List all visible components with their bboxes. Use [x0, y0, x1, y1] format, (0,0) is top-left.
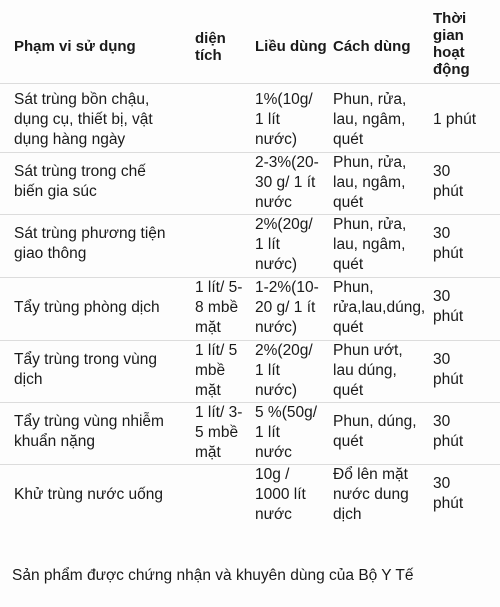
cell-dose: 5 %(50g/ 1 lít nước — [255, 404, 318, 461]
header-area: diện tích — [195, 30, 226, 64]
cell-time: 30 phút — [433, 225, 464, 262]
cell-scope: Tẩy trùng vùng nhiễm khuẩn nặng — [14, 413, 164, 450]
cell-method: Phun, rửa, lau, ngâm, quét — [333, 216, 407, 273]
header-scope: Phạm vi sử dụng — [14, 38, 136, 55]
cell-time: 30 phút — [433, 288, 464, 325]
cell-time: 30 phút — [433, 475, 464, 512]
cell-scope: Sát trùng bồn chậu, dụng cụ, thiết bị, vật dụng hàng ngày — [14, 91, 153, 148]
cell-method: Phun, rửa, lau, ngâm, quét — [333, 91, 407, 148]
cell-method: Phun, rửa, lau, ngâm, quét — [333, 154, 407, 211]
cell-time: 30 phút — [433, 163, 464, 200]
header-time: Thời gian hoạt động — [433, 10, 470, 78]
cell-method: Đổ lên mặt nước dung dịch — [333, 466, 409, 523]
cell-scope: Sát trùng phương tiện giao thông — [14, 225, 166, 262]
header-method: Cách dùng — [333, 38, 411, 55]
cell-dose: 1%(10g/ 1 lít nước) — [255, 91, 313, 148]
cell-method: Phun ướt, lau dúng, quét — [333, 342, 403, 399]
cell-time: 1 phút — [433, 111, 477, 128]
cell-scope: Tẩy trùng phòng dịch — [14, 299, 160, 316]
cell-dose: 10g / 1000 lít nước — [255, 466, 306, 523]
cell-scope: Khử trùng nước uống — [14, 486, 163, 503]
cell-dose: 2%(20g/ 1 lít nước) — [255, 216, 313, 273]
cell-time: 30 phút — [433, 413, 464, 450]
cell-method: Phun, rửa,lau,dúng, quét — [333, 279, 426, 336]
certification-note: Sản phẩm được chứng nhận và khuyên dùng của Bộ Y Tế — [12, 567, 414, 584]
cell-dose: 2-3%(20- 30 g/ 1 ít nước — [255, 154, 319, 211]
cell-area: 1 lít/ 3- 5 mbề mặt — [195, 404, 243, 461]
header-dose: Liều dùng — [255, 38, 327, 55]
cell-time: 30 phút — [433, 351, 464, 388]
cell-area: 1 lít/ 5 mbề mặt — [195, 342, 238, 399]
row-divider — [0, 83, 500, 84]
cell-dose: 1-2%(10- 20 g/ 1 ít nước) — [255, 279, 319, 336]
cell-scope: Tẩy trùng trong vùng dịch — [14, 351, 158, 388]
cell-method: Phun, dúng, quét — [333, 413, 417, 450]
cell-scope: Sát trùng trong chế biến gia súc — [14, 163, 146, 200]
cell-dose: 2%(20g/ 1 lít nước) — [255, 342, 313, 399]
cell-area: 1 lít/ 5- 8 mbề mặt — [195, 279, 243, 336]
